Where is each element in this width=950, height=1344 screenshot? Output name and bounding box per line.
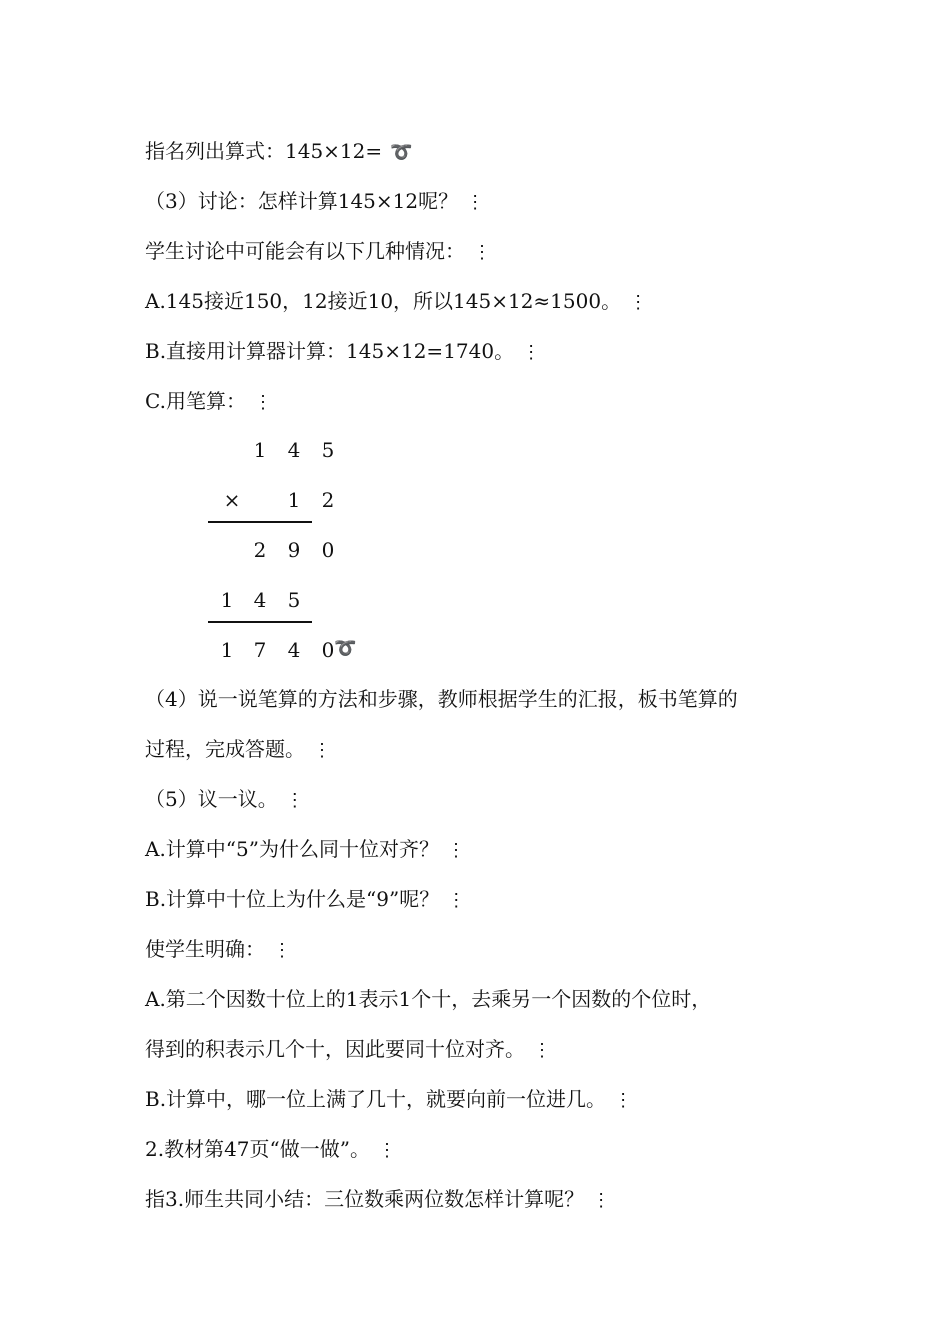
calc-digit: 2 bbox=[253, 538, 267, 562]
line-option-a bbox=[145, 288, 647, 316]
calc-digit: 7 bbox=[253, 638, 267, 662]
vertical-dots-icon: ⋮ bbox=[313, 740, 331, 761]
line-text: 学生讨论中可能会有以下几种情况： bbox=[145, 239, 465, 263]
line-text: 过程，完成答题。 bbox=[145, 737, 305, 761]
line-clarify bbox=[145, 936, 291, 964]
line-text: B.计算中十位上为什么是“9”呢？ bbox=[145, 887, 440, 911]
line-text: 2.教材第47页“做一做”。 bbox=[145, 1137, 370, 1161]
calc-digit: 1 bbox=[287, 488, 301, 512]
calc-rule-top bbox=[208, 521, 312, 523]
calc-digit: 2 bbox=[321, 488, 335, 512]
line-text: （4）说一说笔算的方法和步骤，教师根据学生的汇报，板书笔算的 bbox=[145, 687, 738, 711]
calc-digit: 0 bbox=[321, 538, 335, 562]
line-step5 bbox=[145, 786, 304, 814]
line-textbook bbox=[145, 1136, 396, 1164]
line-step4 bbox=[145, 686, 738, 712]
calc-digit: 1 bbox=[220, 638, 234, 662]
line-text: A.145接近150，12接近10，所以145×12≈1500。 bbox=[145, 289, 622, 313]
line-text: A.第二个因数十位上的1表示1个十，去乘另一个因数的个位时， bbox=[145, 987, 712, 1011]
vertical-dots-icon: ⋮ bbox=[285, 790, 304, 811]
line-text: 指名列出算式：145×12= bbox=[145, 139, 383, 163]
line-discussion bbox=[145, 188, 484, 216]
line-text: C.用笔算： bbox=[145, 389, 246, 413]
vertical-dots-icon: ⋮ bbox=[273, 940, 291, 961]
calc-digit: 4 bbox=[287, 438, 301, 462]
vertical-dots-icon: ⋮ bbox=[446, 840, 465, 861]
vertical-dots-icon: ⋮ bbox=[522, 342, 541, 363]
line-text: 得到的积表示几个十，因此要同十位对齐。 bbox=[145, 1037, 525, 1061]
line-text: A.计算中“5”为什么同十位对齐？ bbox=[145, 837, 439, 861]
vertical-dots-icon: ⋮ bbox=[614, 1090, 633, 1111]
vertical-dots-icon: ⋮ bbox=[533, 1040, 551, 1061]
calc-rule-bottom bbox=[208, 621, 312, 623]
vertical-dots-icon: ⋮ bbox=[377, 1140, 396, 1161]
multiply-sign: × bbox=[223, 488, 241, 512]
calc-digit: 0 bbox=[321, 638, 335, 662]
line-formula bbox=[145, 138, 413, 166]
line-option-c bbox=[145, 388, 272, 416]
vertical-dots-icon: ⋮ bbox=[466, 192, 485, 213]
vertical-dots-icon: ⋮ bbox=[592, 1190, 611, 1211]
vertical-dots-icon: ⋮ bbox=[629, 292, 648, 313]
line-answer-a bbox=[145, 986, 711, 1012]
line-text: （3）讨论：怎样计算145×12呢？ bbox=[145, 189, 459, 213]
squiggle-icon: ➰ bbox=[390, 142, 413, 163]
vertical-multiplication bbox=[200, 430, 380, 680]
line-text: 指3.师生共同小结：三位数乘两位数怎样计算呢？ bbox=[145, 1187, 585, 1211]
line-summary bbox=[145, 1186, 610, 1214]
vertical-dots-icon: ⋮ bbox=[447, 890, 466, 911]
line-text: B.直接用计算器计算：145×12=1740。 bbox=[145, 339, 515, 363]
calc-digit: 5 bbox=[287, 588, 301, 612]
calc-digit: 1 bbox=[253, 438, 267, 462]
line-answer-a-cont bbox=[145, 1036, 551, 1064]
calc-digit: 9 bbox=[287, 538, 301, 562]
line-text: （5）议一议。 bbox=[145, 787, 278, 811]
line-situations bbox=[145, 238, 491, 266]
line-text: B.计算中，哪一位上满了几十，就要向前一位进几。 bbox=[145, 1087, 607, 1111]
vertical-dots-icon: ⋮ bbox=[473, 242, 491, 263]
vertical-dots-icon: ⋮ bbox=[253, 392, 272, 413]
line-answer-b bbox=[145, 1086, 632, 1114]
line-question-b bbox=[145, 886, 465, 914]
calc-digit: 1 bbox=[220, 588, 234, 612]
calc-digit: 5 bbox=[321, 438, 335, 462]
calc-digit: 4 bbox=[253, 588, 267, 612]
calc-digit: 4 bbox=[287, 638, 301, 662]
line-step4-cont bbox=[145, 736, 331, 764]
line-question-a bbox=[145, 836, 465, 864]
squiggle-icon: ➰ bbox=[334, 638, 357, 659]
line-option-b bbox=[145, 338, 540, 366]
line-text: 使学生明确： bbox=[145, 937, 265, 961]
